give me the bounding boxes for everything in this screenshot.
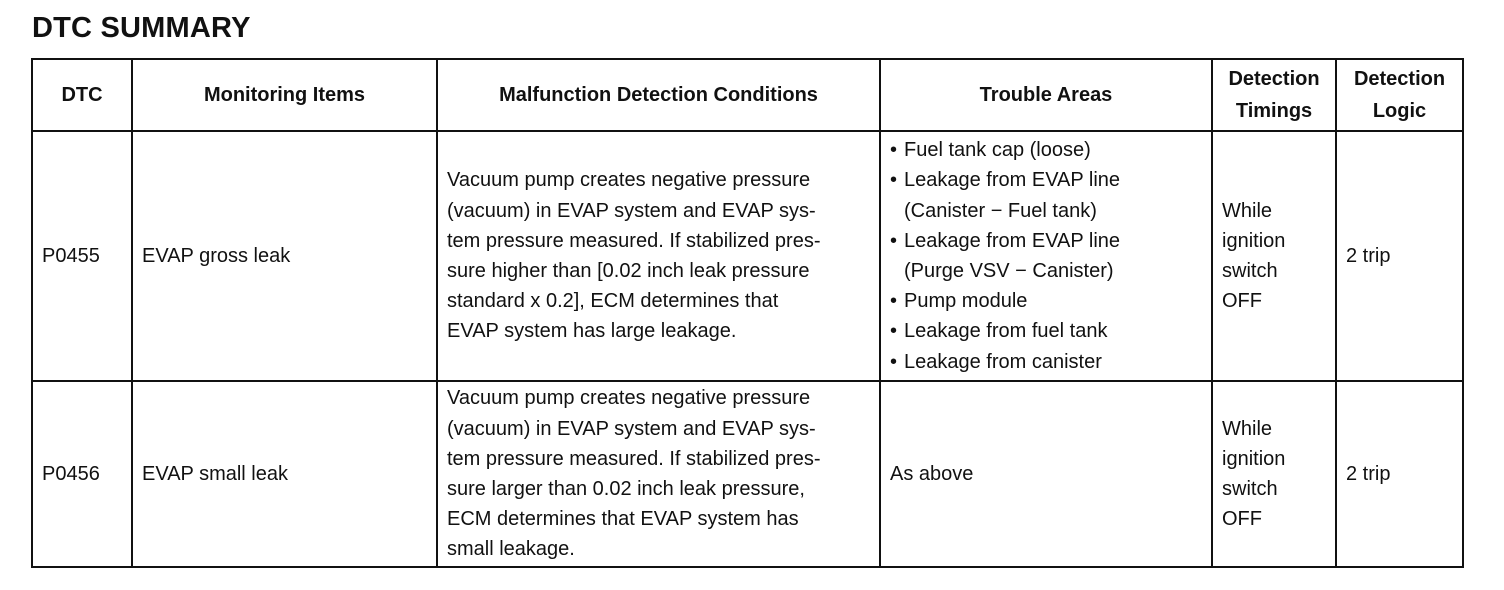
detection-timing-text: While ignition switch OFF: [1222, 199, 1286, 313]
dtc-summary-table: [31, 58, 1464, 568]
detection-timing-cell: [1212, 131, 1336, 381]
detection-logic-cell: 2 trip: [1336, 131, 1463, 381]
header-trouble-areas: Trouble Areas: [880, 59, 1212, 131]
dtc-code-cell: P0456: [32, 381, 132, 567]
detection-timing-text: While ignition switch OFF: [1222, 417, 1286, 531]
list-item: [890, 286, 1203, 316]
header-monitoring-items: Monitoring Items: [132, 59, 437, 131]
list-item: [890, 316, 1203, 346]
table-header-row: [32, 59, 1463, 131]
trouble-area-text: Leakage from EVAP line (Canister − Fuel tank): [904, 169, 1121, 222]
bullet-icon: •: [890, 290, 898, 313]
header-dtc: DTC: [32, 59, 132, 131]
bullet-icon: •: [890, 350, 898, 373]
trouble-areas-cell: [880, 131, 1212, 381]
trouble-area-text: Pump module: [904, 290, 1028, 313]
page-title: DTC SUMMARY: [32, 12, 251, 44]
trouble-areas-cell: As above: [880, 381, 1212, 567]
trouble-area-text: Fuel tank cap (loose): [904, 139, 1091, 162]
header-detection-logic: Detection Logic: [1336, 59, 1463, 131]
header-detection-timings: Detection Timings: [1212, 59, 1336, 131]
bullet-icon: •: [890, 169, 898, 192]
bullet-icon: •: [890, 229, 898, 252]
detection-conditions-text: Vacuum pump creates negative pressure (vacuum) in EVAP system and EVAP sys- tem pressure measured. If stabilized pres- sure larger than 0.02 inch leak pressure, ECM determines that EVAP system has small leakage.: [447, 387, 821, 561]
table-row: [32, 131, 1463, 381]
list-item: [890, 165, 1203, 225]
list-item: [890, 347, 1203, 377]
monitoring-item-cell: EVAP gross leak: [132, 131, 437, 381]
trouble-area-text: Leakage from fuel tank: [904, 320, 1108, 343]
dtc-code-cell: P0455: [32, 131, 132, 381]
trouble-areas-list: [890, 135, 1203, 377]
trouble-area-text: Leakage from canister: [904, 350, 1102, 373]
detection-conditions-cell: [437, 381, 880, 567]
monitoring-item-cell: EVAP small leak: [132, 381, 437, 567]
table-row: [32, 381, 1463, 567]
list-item: [890, 226, 1203, 286]
bullet-icon: •: [890, 139, 898, 162]
detection-conditions-text: Vacuum pump creates negative pressure (vacuum) in EVAP system and EVAP sys- tem pressure measured. If stabilized pres- sure higher than [0.02 inch leak pressure standard x 0.2], ECM determines that EVAP system has large leakage.: [447, 169, 821, 343]
trouble-area-text: Leakage from EVAP line (Purge VSV − Canister): [904, 229, 1121, 282]
bullet-icon: •: [890, 320, 898, 343]
header-malfunction-conditions: Malfunction Detection Conditions: [437, 59, 880, 131]
detection-conditions-cell: [437, 131, 880, 381]
detection-logic-cell: 2 trip: [1336, 381, 1463, 567]
list-item: [890, 135, 1203, 165]
detection-timing-cell: [1212, 381, 1336, 567]
